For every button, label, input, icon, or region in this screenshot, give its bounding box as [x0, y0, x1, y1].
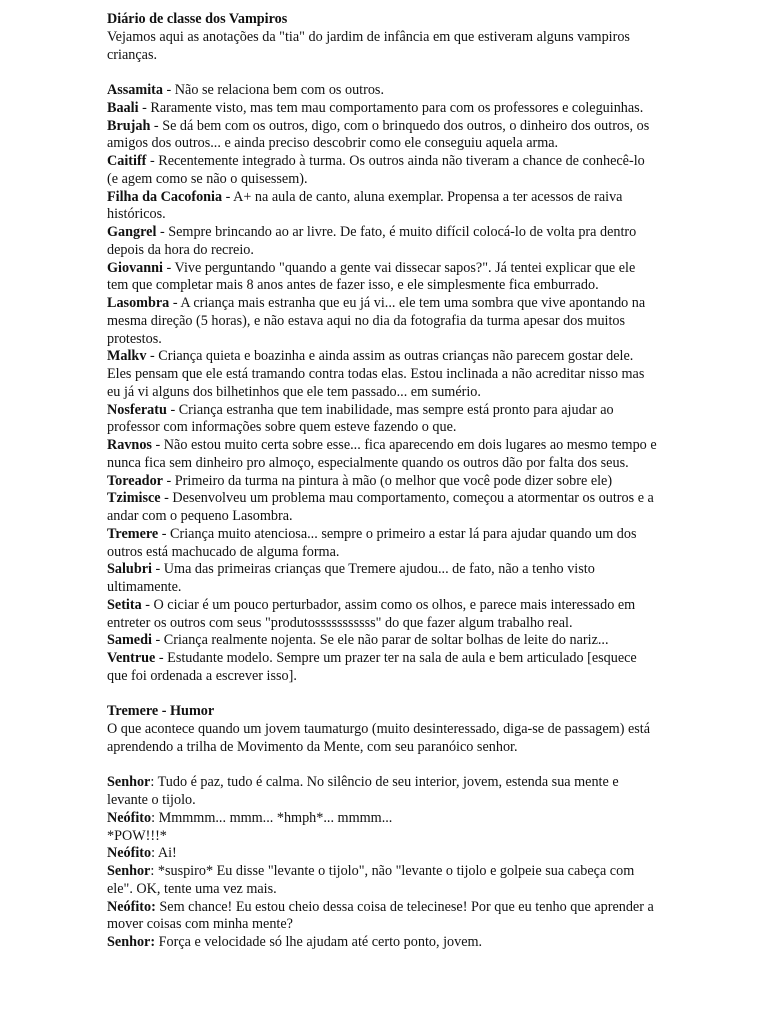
clan-entry-separator: -: [158, 525, 171, 542]
clan-entry: [107, 189, 659, 225]
dialogue-line-text: Ai!: [157, 845, 177, 862]
clan-entry-name: Assamita: [107, 82, 163, 98]
clan-entry-name: Samedi: [107, 632, 152, 649]
clan-entry-text: Recentemente integrado à turma. Os outros ainda não tiveram a chance de conhecê-lo (e agem como se não o quisessem).: [107, 153, 645, 187]
clan-entry: [107, 490, 659, 526]
clan-entry-separator: -: [151, 561, 164, 578]
clan-entry: [107, 650, 659, 686]
clan-entry: [107, 82, 659, 100]
clan-entry-name: Nosferatu: [107, 401, 167, 418]
clan-entry: [107, 260, 659, 296]
clan-entry-text: Primeiro da turma na pintura à mão (o melhor que você pode dizer sobre ele): [174, 472, 613, 489]
clan-entry-text: Não estou muito certa sobre esse... fica aparecendo em dois lugares ao mesmo tempo e nunca fica sem dinheiro pro almoço, especialmente quando os outros dão por falta dos seus.: [107, 437, 657, 471]
clan-entry-separator: -: [150, 117, 163, 134]
dialogue-line: [107, 899, 659, 935]
clan-entry-text: Sempre brincando ao ar livre. De fato, é muito difícil colocá-lo de volta pra dentro depois da hora do recreio.: [107, 224, 637, 258]
dialogue-line-name: Neófito:: [107, 898, 156, 915]
clan-entry: [107, 473, 659, 491]
clan-entry-separator: -: [162, 259, 175, 276]
clan-entry-separator: -: [138, 99, 151, 116]
clan-entry: [107, 597, 659, 633]
dialogue-line-separator: :: [151, 809, 159, 826]
clan-entry-text: A+ na aula de canto, aluna exemplar. Propensa a ter acessos de raiva históricos.: [107, 188, 623, 223]
clan-entry-text: Raramente visto, mas tem mau comportamento para com os professores e coleguinhas.: [150, 99, 644, 116]
dialogue-line-name: Senhor:: [107, 934, 156, 950]
clan-entry-text: A criança mais estranha que eu já vi... ele tem uma sombra que vive apontando na mesma direção (5 horas), e não estava aqui no dia da fotografia da turma apesar dos muitos protestos.: [107, 295, 646, 347]
clan-entry-text: Criança quieta e boazinha e ainda assim as outras crianças não parecem gostar dele. Eles pensam que ele está tramando contra todas elas. Estou inclinada a não acreditar nisso mas eu já vi alguns dos bilhetinhos que ele tem passado... em sumério.: [107, 348, 645, 400]
clan-entry: [107, 561, 659, 597]
clan-entry-name: Setita: [107, 596, 142, 613]
clan-entry: [107, 526, 659, 562]
clan-entry-separator: -: [141, 596, 154, 613]
dialogue-line: [107, 845, 659, 863]
clan-entry-name: Ventrue: [107, 650, 156, 666]
clan-entry-separator: -: [162, 82, 175, 98]
dialogue-line-name: Senhor: [107, 863, 151, 879]
clan-entry-name: Giovanni: [107, 259, 163, 276]
clan-entry-name: Malkv: [107, 348, 147, 365]
clan-entry-text: Estudante modelo. Sempre um prazer ter na sala de aula e bem articulado [esquece que foi ordenada a escrever isso].: [107, 650, 637, 684]
clan-entry-name: Caitiff: [107, 153, 147, 169]
dialogue-line: [107, 934, 659, 952]
clan-entry-separator: -: [169, 295, 181, 311]
dialogue-line-name: Neófito: [107, 845, 152, 862]
dialogue-list: [107, 774, 659, 952]
paragraph-spacer: [107, 757, 659, 775]
clan-entry-separator: -: [146, 348, 159, 365]
clan-entry-text: Uma das primeiras crianças que Tremere ajudou... de fato, não a tenho visto ultimamente.: [107, 561, 595, 595]
clan-entry: [107, 437, 659, 473]
clan-entry: [107, 402, 659, 438]
clan-entry-separator: -: [222, 188, 234, 205]
diary-intro: Vejamos aqui as anotações da "tia" do jardim de infância em que estiveram alguns vampiros crianças.: [107, 28, 630, 63]
clan-entries-list: [107, 82, 659, 686]
dialogue-line-text: Tudo é paz, tudo é calma. No silêncio de seu interior, jovem, estenda sua mente e levante o tijolo.: [107, 774, 619, 808]
clan-entry-separator: -: [146, 153, 159, 169]
clan-entry: [107, 118, 659, 154]
clan-entry-separator: -: [160, 490, 173, 507]
clan-entry-text: Criança estranha que tem inabilidade, mas sempre está pronto para ajudar ao professor com informações sobre quem esteve fazendo o que.: [107, 401, 614, 436]
dialogue-line-name: Senhor: [107, 774, 151, 791]
clan-entry-separator: -: [151, 632, 164, 649]
clan-entry-separator: -: [151, 437, 164, 453]
clan-entry: [107, 348, 659, 401]
dialogue-line: [107, 810, 659, 828]
dialogue-line-text: Sem chance! Eu estou cheio dessa coisa de telecinese! Por que eu tenho que aprender a mover coisas com minha mente?: [107, 898, 654, 933]
paragraph-spacer: [107, 64, 659, 82]
diary-title: Diário de classe dos Vampiros: [107, 11, 288, 27]
clan-entry-name: Brujah: [107, 117, 151, 134]
clan-entry-text: Criança muito atenciosa... sempre o primeiro a estar lá para ajudar quando um dos outros está machucado de alguma forma.: [107, 525, 637, 560]
clan-entry-separator: -: [155, 650, 168, 666]
dialogue-line-text: Força e velocidade só lhe ajudam até certo ponto, jovem.: [158, 934, 483, 950]
clan-entry-separator: -: [162, 472, 175, 489]
clan-entry-name: Tremere: [107, 525, 159, 542]
clan-entry-text: Se dá bem com os outros, digo, com o brinquedo dos outros, o dinheiro dos outros, os amigos dos outros... e ainda preciso descobrir como ele conseguiu aquela arma.: [107, 117, 650, 152]
dialogue-line-text: *POW!!!*: [107, 827, 167, 844]
dialogue-line: [107, 774, 659, 810]
clan-entry-name: Gangrel: [107, 224, 157, 240]
clan-entry-separator: -: [166, 401, 179, 418]
clan-entry: [107, 100, 659, 118]
humor-intro: O que acontece quando um jovem taumaturgo (muito desinteressado, diga-se de passagem) está aprendendo a trilha de Movimento da Mente, com seu paranóico senhor.: [107, 721, 651, 755]
clan-entry: [107, 295, 659, 348]
clan-entry: [107, 224, 659, 260]
dialogue-line-separator: :: [150, 774, 158, 791]
clan-entry-name: Ravnos: [107, 437, 152, 453]
dialogue-line-separator: :: [150, 863, 158, 879]
clan-entry-name: Salubri: [107, 561, 152, 578]
clan-entry-separator: -: [156, 224, 169, 240]
dialogue-line-name: Neófito: [107, 809, 152, 826]
clan-entry-text: Não se relaciona bem com os outros.: [174, 82, 385, 98]
clan-entry-name: Baali: [107, 99, 139, 116]
clan-entry-name: Tzimisce: [107, 490, 161, 507]
humor-title: Tremere - Humor: [107, 703, 215, 720]
dialogue-line: [107, 863, 659, 899]
clan-entry-name: Filha da Cacofonia: [107, 188, 223, 205]
clan-entry-name: Toreador: [107, 472, 163, 489]
dialogue-line: [107, 828, 659, 846]
document-page: [107, 11, 659, 952]
clan-entry: [107, 153, 659, 189]
dialogue-line-text: Mmmmm... mmm... *hmph*... mmmm...: [158, 809, 393, 826]
clan-entry-name: Lasombra: [107, 295, 170, 311]
dialogue-line-text: *suspiro* Eu disse "levante o tijolo", não "levante o tijolo e golpeie sua cabeça com ele". OK, tente uma vez mais.: [107, 863, 635, 897]
clan-entry-text: O ciciar é um pouco perturbador, assim como os olhos, e parece mais interessado em entreter os outros com seus "produtosssssssssss" do que fazer algum trabalho real.: [107, 596, 636, 631]
paragraph-spacer: [107, 686, 659, 704]
clan-entry: [107, 632, 659, 650]
clan-entry-text: Criança realmente nojenta. Se ele não parar de soltar bolhas de leite do nariz...: [163, 632, 609, 649]
clan-entry-text: Vive perguntando "quando a gente vai dissecar sapos?". Já tentei explicar que ele tem que completar mais 8 anos antes de fazer isso, e ele simplesmente fica emburrado.: [107, 259, 636, 294]
dialogue-line-separator: :: [151, 845, 158, 862]
clan-entry-text: Desenvolveu um problema mau comportamento, começou a atormentar os outros e a andar com o pequeno Lasombra.: [107, 490, 654, 524]
